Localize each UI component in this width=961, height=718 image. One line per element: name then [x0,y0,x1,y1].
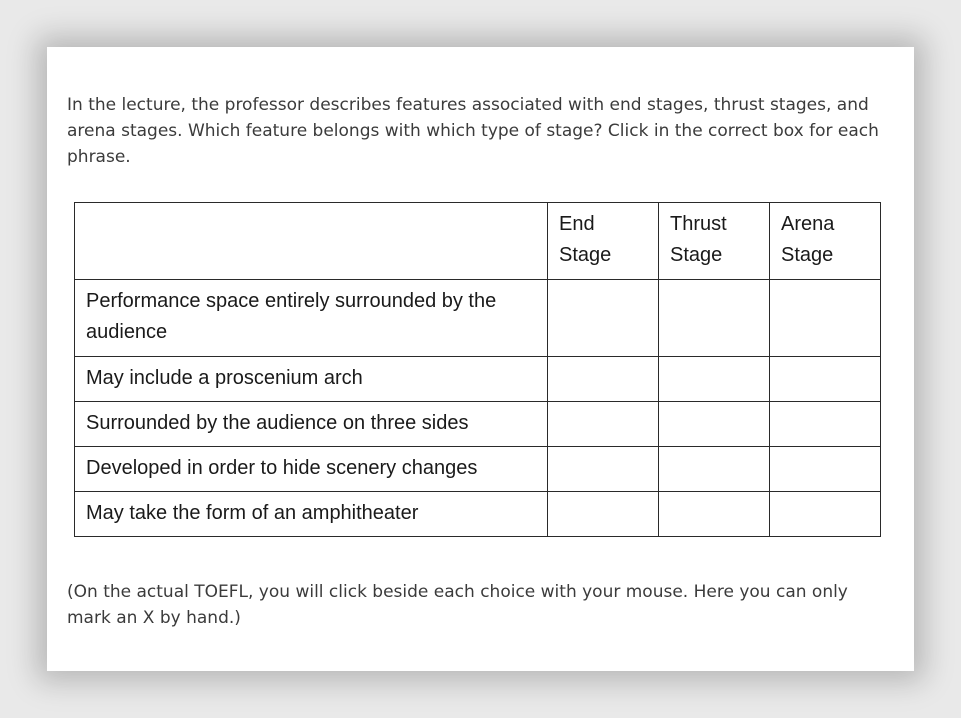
end-stage-choice-box[interactable] [548,447,659,492]
end-stage-choice-box[interactable] [548,402,659,447]
arena-stage-choice-box[interactable] [770,280,881,357]
phrase-cell: Surrounded by the audience on three sides [75,402,548,447]
table-row [75,492,881,537]
thrust-stage-choice-box[interactable] [659,492,770,537]
arena-stage-choice-box[interactable] [770,447,881,492]
header-thrust-stage: Thrust Stage [659,203,770,280]
phrase-cell: May take the form of an amphitheater [75,492,548,537]
header-end-stage: End Stage [548,203,659,280]
thrust-stage-choice-box[interactable] [659,357,770,402]
table-row [75,280,881,357]
stage-matching-table [74,202,881,537]
thrust-stage-choice-box[interactable] [659,280,770,357]
thrust-stage-choice-box[interactable] [659,447,770,492]
table-row [75,402,881,447]
arena-stage-choice-box[interactable] [770,357,881,402]
end-stage-choice-box[interactable] [548,280,659,357]
phrase-cell: Performance space entirely surrounded by the audience [75,280,548,357]
header-arena-stage: Arena Stage [770,203,881,280]
instruction-note: (On the actual TOEFL, you will click beside each choice with your mouse. Here you can only mark an X by hand.) [67,582,848,628]
table-header-row [75,203,881,280]
header-empty-cell [75,203,548,280]
arena-stage-choice-box[interactable] [770,492,881,537]
phrase-cell: Developed in order to hide scenery changes [75,447,548,492]
end-stage-choice-box[interactable] [548,357,659,402]
table-row [75,447,881,492]
end-stage-choice-box[interactable] [548,492,659,537]
table-row [75,357,881,402]
phrase-cell: May include a proscenium arch [75,357,548,402]
question-card [47,47,914,671]
question-prompt: In the lecture, the professor describes features associated with end stages, thrust stages, and arena stages. Which feature belongs with which type of stage? Click in the correct box for each phrase. [67,95,879,167]
thrust-stage-choice-box[interactable] [659,402,770,447]
arena-stage-choice-box[interactable] [770,402,881,447]
